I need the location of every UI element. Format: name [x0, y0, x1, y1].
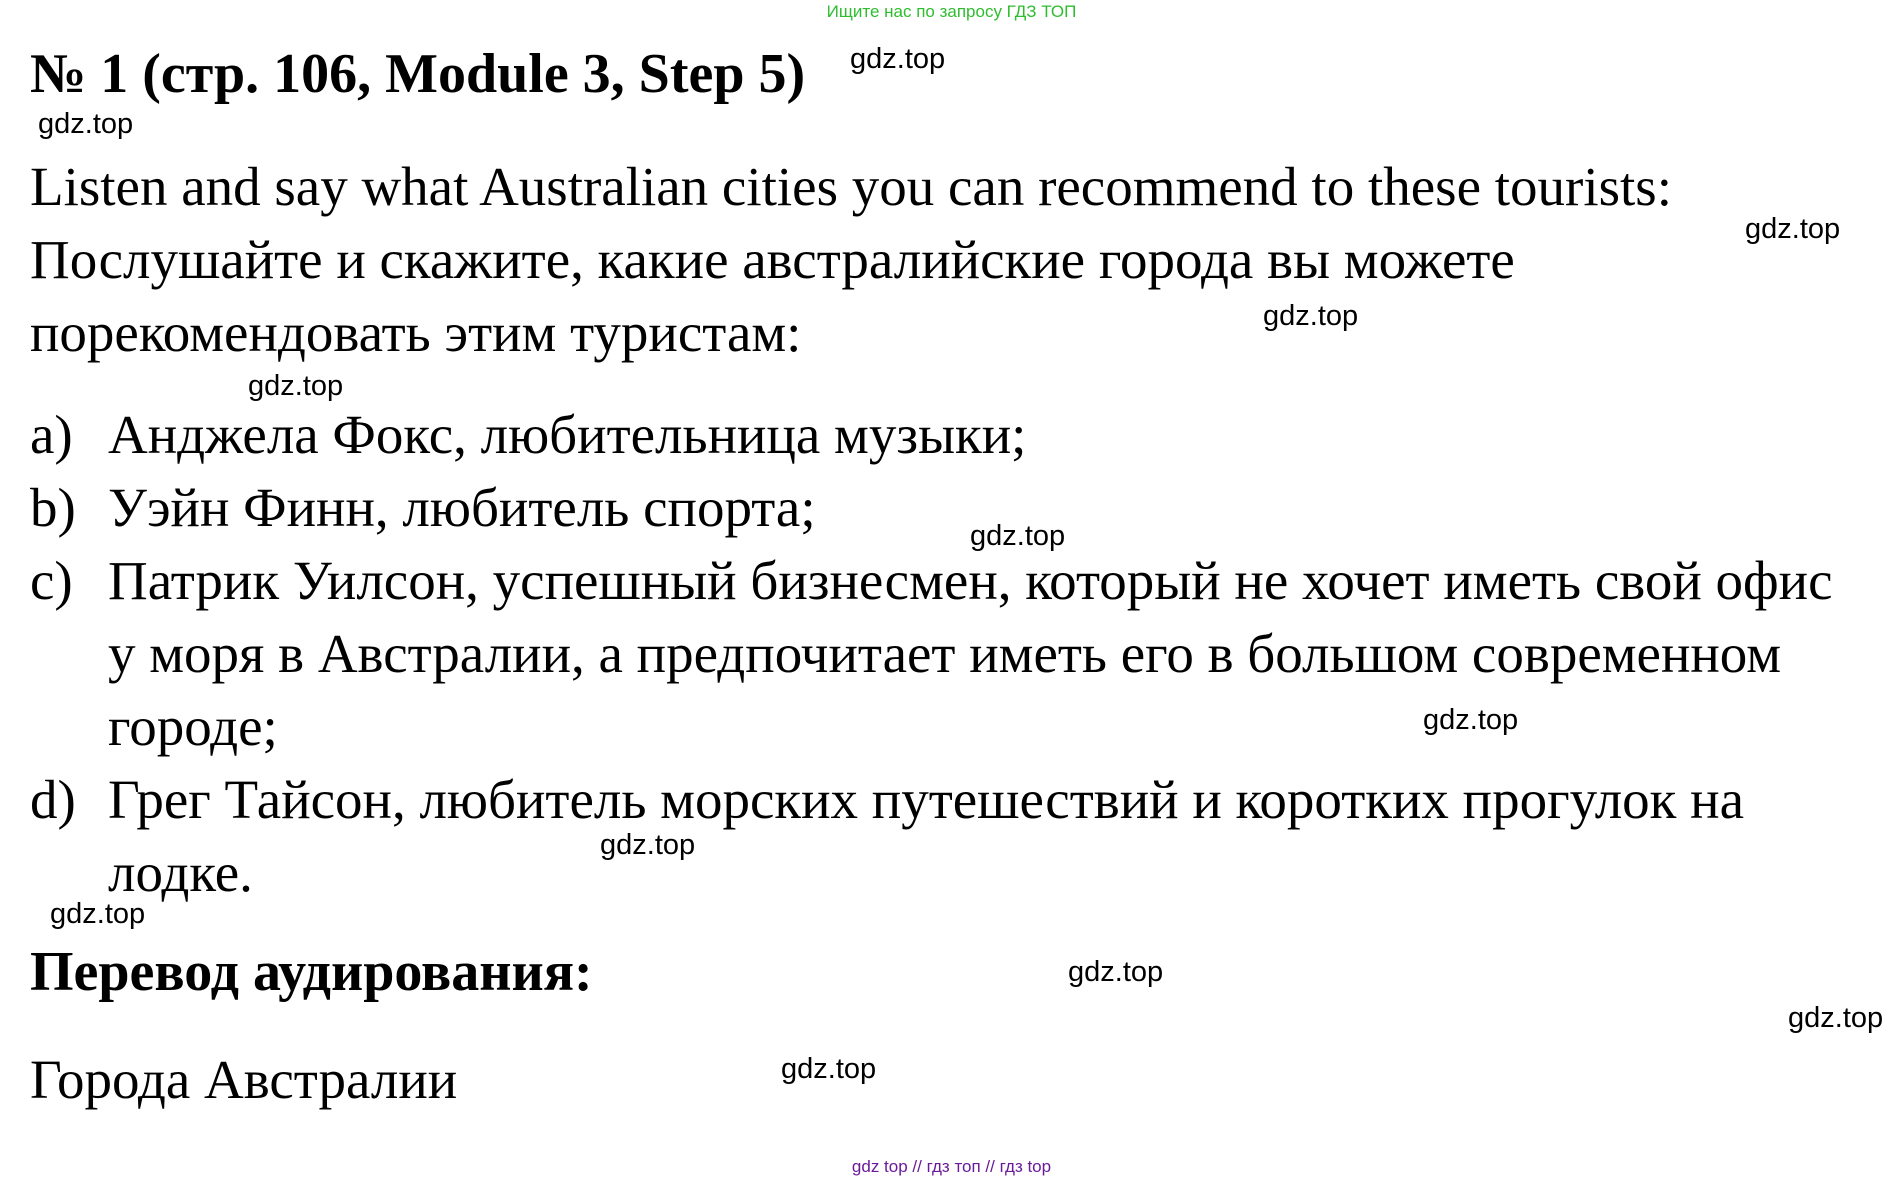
watermark: gdz.top	[600, 829, 696, 861]
watermark: gdz.top	[1745, 213, 1841, 245]
list-item-b	[30, 471, 1870, 544]
watermark: gdz.top	[1068, 956, 1164, 988]
watermark: gdz.top	[850, 43, 946, 75]
exercise-title: № 1 (стр. 106, Module 3, Step 5)	[30, 43, 806, 105]
list-item-text: Анджела Фокс, любительница музыки;	[108, 404, 1027, 465]
list-item-a	[30, 398, 1870, 471]
translation-heading: Перевод аудирования:	[30, 941, 593, 1003]
list-item-text: Грег Тайсон, любитель морских путешествий и коротких прогулок на лодке.	[108, 769, 1744, 903]
watermark: gdz.top	[970, 520, 1066, 552]
footer-note: gdz top // гдз топ // гдз top	[851, 1157, 1052, 1176]
watermark: gdz.top	[38, 108, 134, 140]
list-item-text: Уэйн Финн, любитель спорта;	[108, 477, 816, 538]
instruction-russian-line-1: Послушайте и скажите, какие австралийские города вы можете	[30, 229, 1515, 290]
watermark: gdz.top	[1423, 704, 1519, 736]
translation-text: Города Австралии	[30, 1049, 458, 1110]
list-marker: a)	[30, 404, 73, 465]
watermark: gdz.top	[1263, 300, 1359, 332]
watermark: gdz.top	[248, 370, 344, 402]
watermark: gdz.top	[781, 1053, 877, 1085]
list-marker: b)	[30, 477, 76, 538]
list-item-d	[30, 763, 1870, 909]
exercise-instruction	[30, 150, 1672, 369]
list-item-c	[30, 544, 1870, 763]
list-marker: d)	[30, 769, 76, 830]
watermark: gdz.top	[50, 898, 146, 930]
instruction-russian-line-2: порекомендовать этим туристам:	[30, 302, 802, 363]
instruction-english: Listen and say what Australian cities you can recommend to these tourists:	[30, 156, 1672, 217]
list-marker: c)	[30, 550, 73, 611]
top-search-note: Ищите нас по запросу ГДЗ ТОП	[826, 2, 1077, 21]
tourist-list	[30, 398, 1870, 909]
list-item-text: Патрик Уилсон, успешный бизнесмен, который не хочет иметь свой офис у моря в Австралии, а предпочитает иметь его в большом современном городе;	[108, 550, 1833, 757]
watermark: gdz.top	[1788, 1002, 1884, 1034]
